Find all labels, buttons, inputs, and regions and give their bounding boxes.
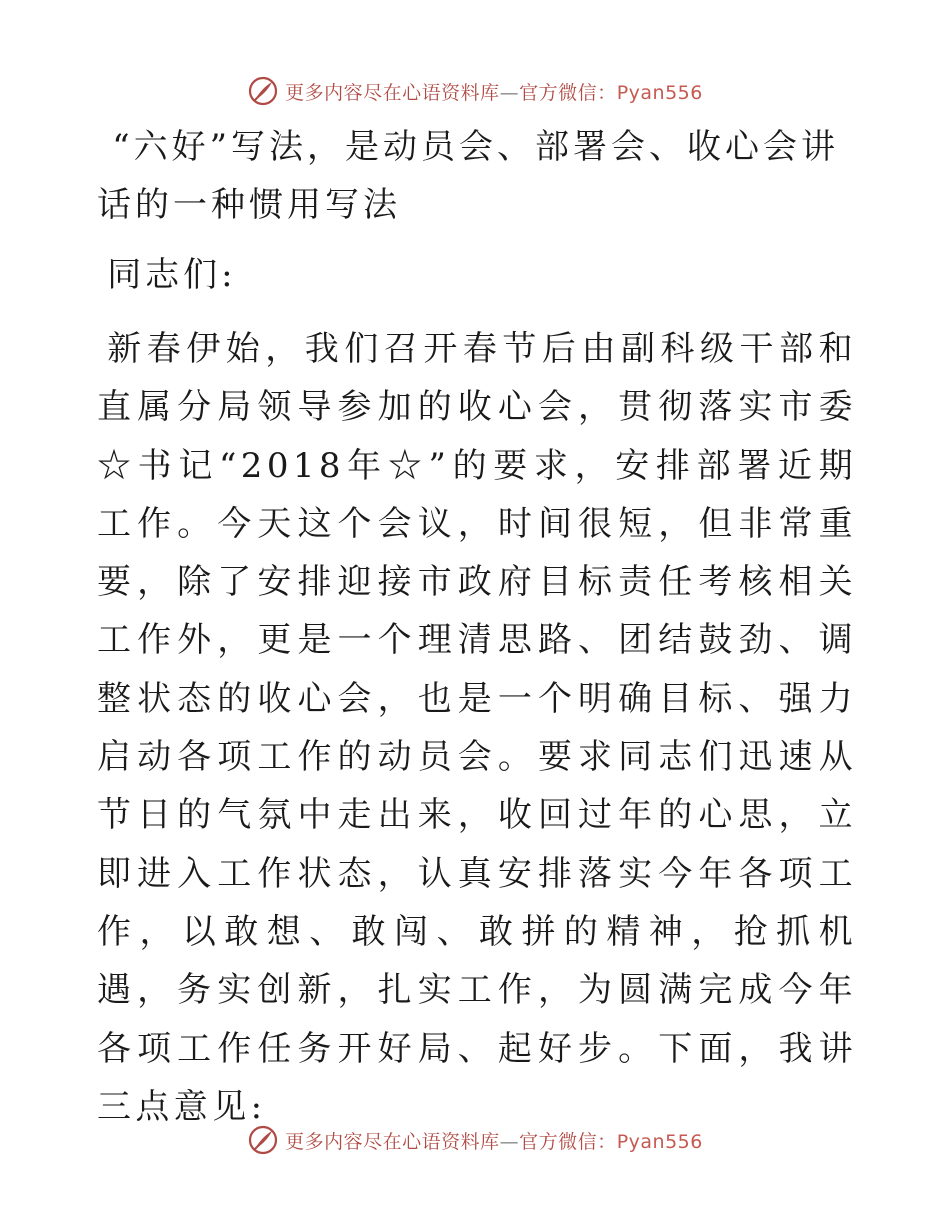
body-paragraph: 新春伊始，我们召开春节后由副科级干部和直属分局领导参加的收心会，贯彻落实市委☆书记“2018年☆”的要求，安排部署近期工作。今天这个会议，时间很短，但非常重要，除了安排迎接市政府目标责任考核相关工作外，更是一个理清思路、团结鼓劲、调整状态的收心会，也是一个明确目标、强力启动各项工作的动员会。要求同志们迅速从节日的气氛中走出来，收回过年的心思，立即进入工作状态，认真安排落实今年各项工作，以敢想、敢闯、敢拼的精神，抢抓机遇，务实创新，扎实工作，为圆满完成今年各项工作任务开好局、起好步。下面，我讲三点意见: <box>97 329 857 1127</box>
watermark-wechat-id: Pyan556 <box>616 81 703 104</box>
document-body <box>97 118 857 1136</box>
watermark-separator: — <box>499 1130 520 1153</box>
watermark-separator: — <box>499 81 520 104</box>
watermark-brand: 更多内容尽在心语资料库 <box>285 1130 500 1153</box>
watermark-official-label: 官方微信： <box>519 81 617 104</box>
quill-pen-logo-icon <box>247 75 279 107</box>
footer-watermark <box>0 1120 950 1160</box>
watermark-text <box>285 78 703 105</box>
watermark-wechat-id: Pyan556 <box>616 1130 703 1153</box>
document-title: “六好”写法，是动员会、部署会、收心会讲话的一种惯用写法 <box>97 127 840 225</box>
watermark-text <box>285 1127 703 1154</box>
header-watermark <box>0 71 950 111</box>
watermark-brand: 更多内容尽在心语资料库 <box>285 81 500 104</box>
watermark-official-label: 官方微信： <box>519 1130 617 1153</box>
salutation: 同志们: <box>107 255 237 295</box>
quill-pen-logo-icon <box>247 1124 279 1156</box>
